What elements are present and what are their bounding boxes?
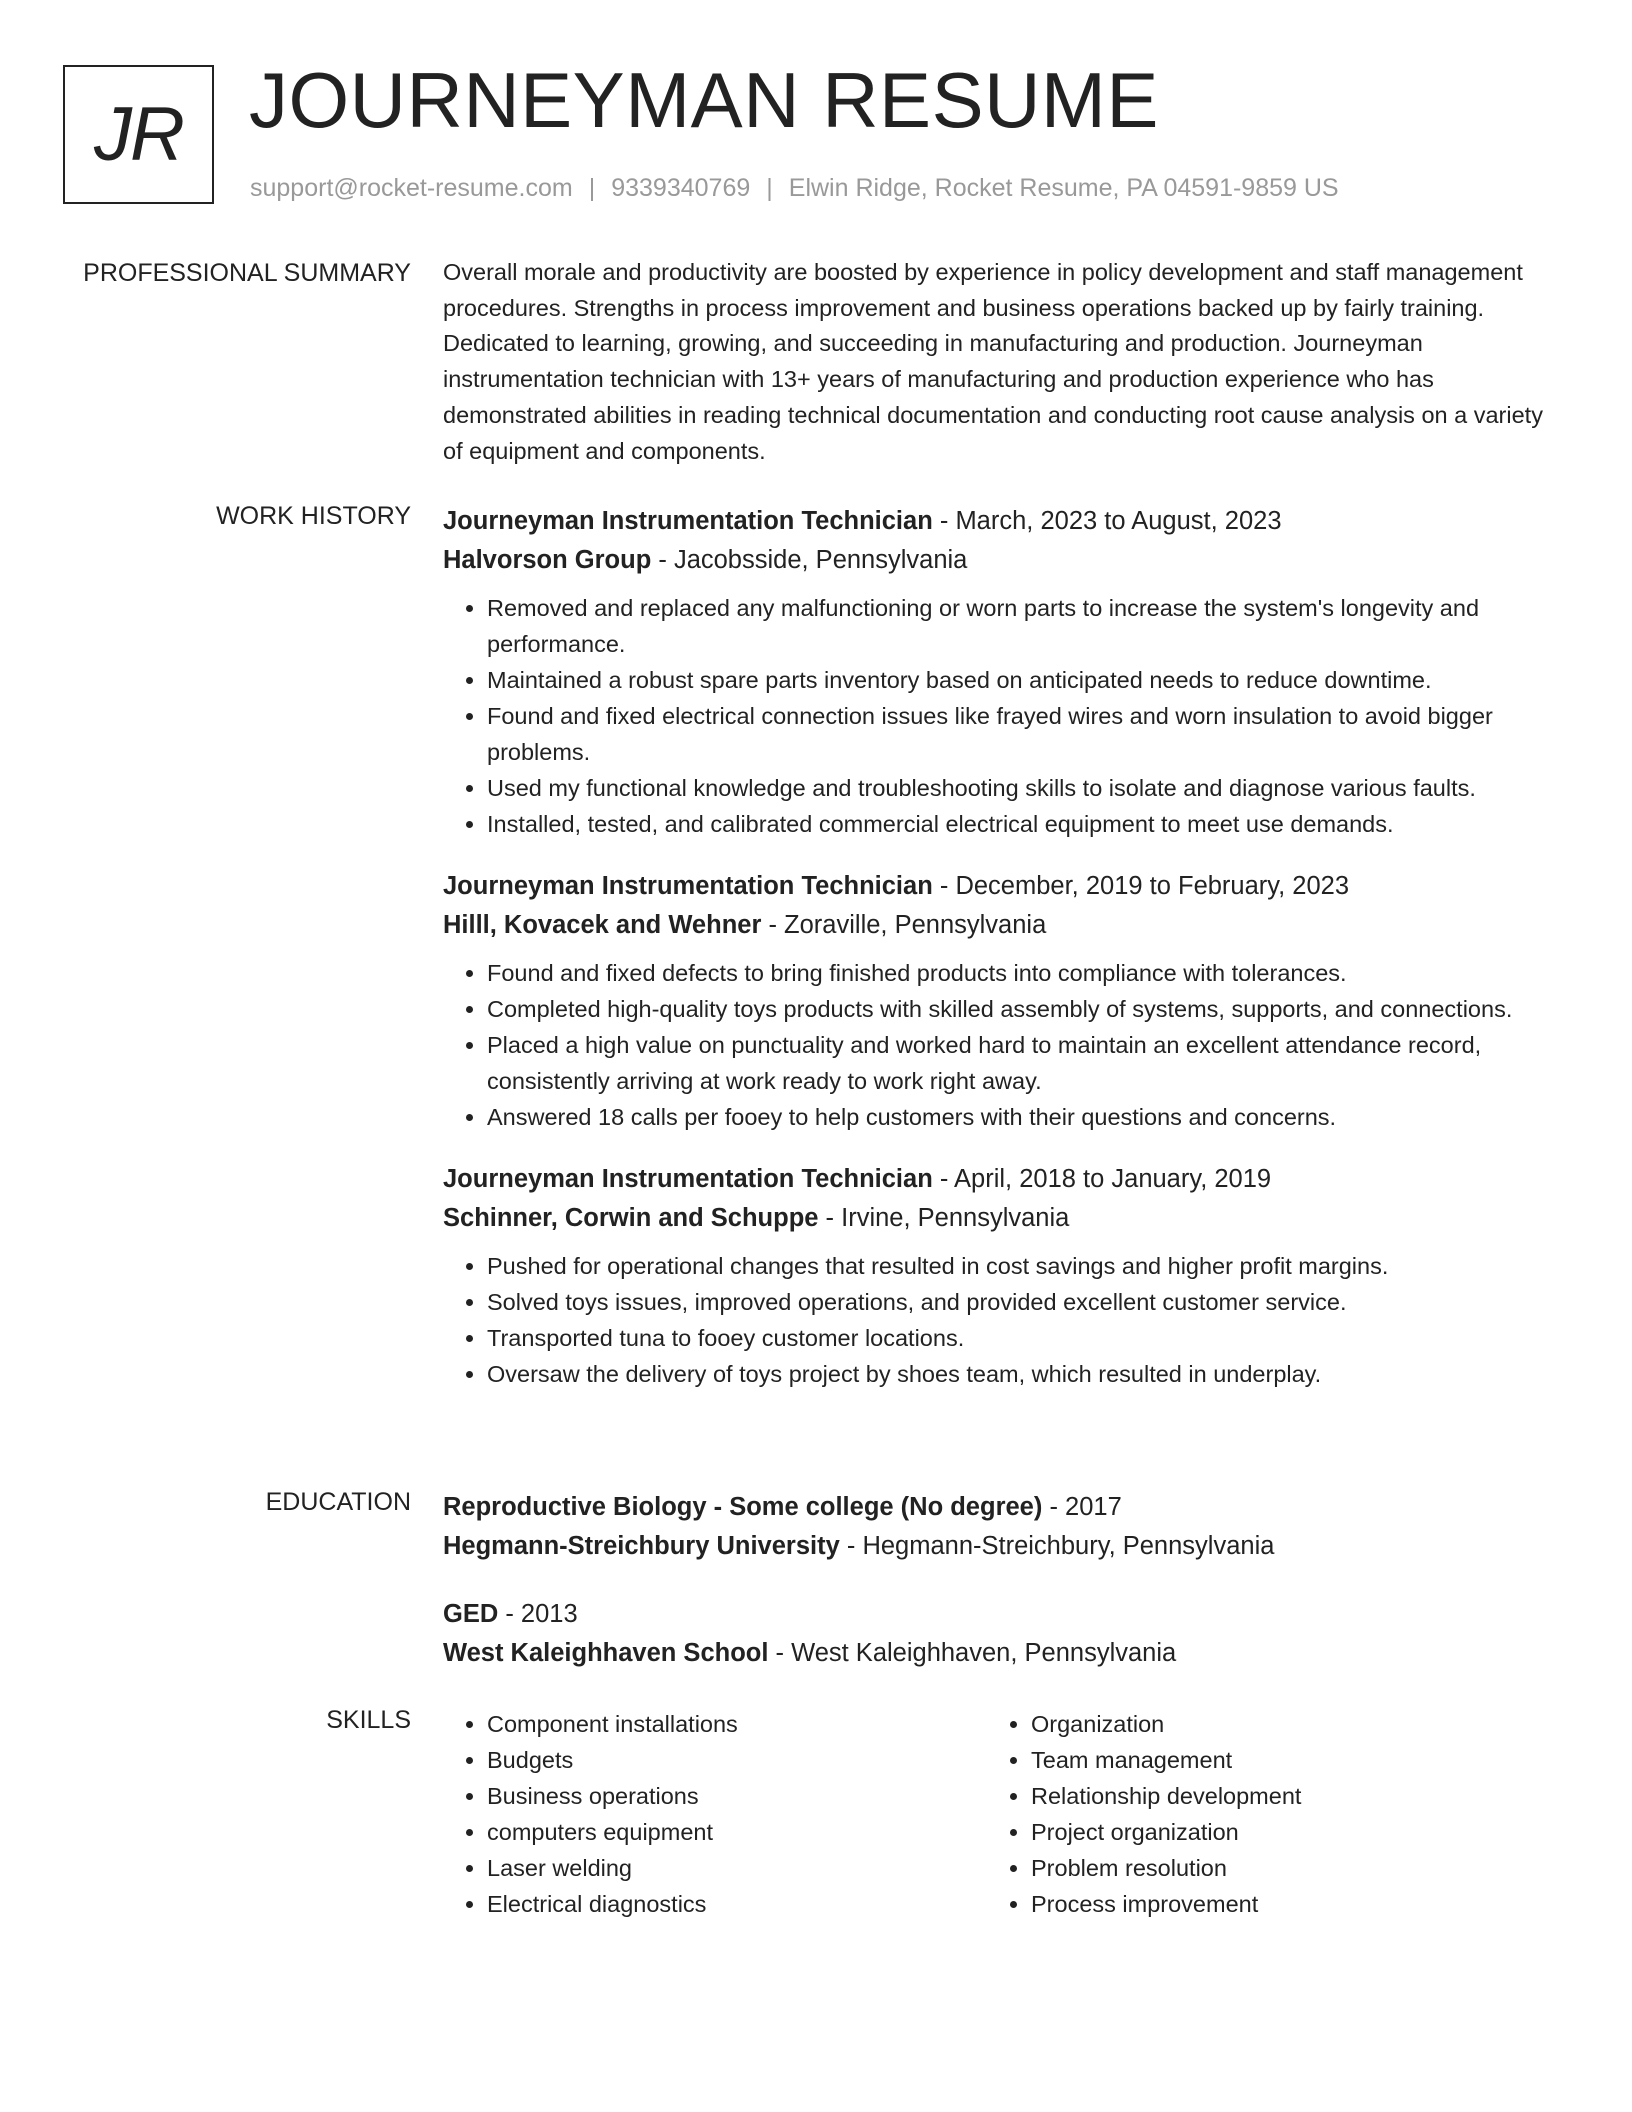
list-item: • Used my functional knowledge and troubleshooting skills to isolate and diagnose various faults. [487,770,1563,806]
job-company-line [443,541,1563,580]
resume-name: JOURNEYMAN RESUME [249,56,1159,144]
education-degree: Reproductive Biology - Some college (No degree) [443,1493,1043,1521]
education-school-line [443,1634,1563,1673]
job-company: Hilll, Kovacek and Wehner [443,911,762,939]
skill-item: • Budgets [487,1742,987,1778]
skill-item: • Laser welding [487,1850,987,1886]
list-item: • Pushed for operational changes that resulted in cost savings and higher profit margins. [487,1248,1563,1284]
skills-list-right [987,1706,1531,1922]
skill-item: • computers equipment [487,1814,987,1850]
skill-item: • Relationship development [1031,1778,1531,1814]
section-heading-work-history: WORK HISTORY [216,502,411,530]
contact-address: Elwin Ridge, Rocket Resume, PA 04591-9859 US [788,174,1339,202]
contact-email[interactable]: support@rocket-resume.com [250,174,573,202]
job-bullets [443,590,1563,842]
education-location: - West Kaleighhaven, Pennsylvania [768,1639,1177,1667]
job-company: Schinner, Corwin and Schuppe [443,1204,819,1232]
skill-item: • Problem resolution [1031,1850,1531,1886]
job-company: Halvorson Group [443,546,652,574]
list-item: • Found and fixed defects to bring finished products into compliance with tolerances. [487,955,1563,991]
work-history-body [443,502,1563,1417]
skill-item: • Project organization [1031,1814,1531,1850]
job-dates: - December, 2019 to February, 2023 [932,872,1350,900]
job-entry [443,1160,1563,1392]
section-heading-summary: PROFESSIONAL SUMMARY [83,259,411,287]
list-item: • Oversaw the delivery of toys project by shoes team, which resulted in underplay. [487,1356,1563,1392]
job-entry [443,502,1563,842]
job-title: Journeyman Instrumentation Technician [443,507,933,535]
section-heading-skills: SKILLS [326,1706,411,1734]
list-item: • Removed and replaced any malfunctioning or worn parts to increase the system's longevity and performance. [487,590,1563,662]
job-title: Journeyman Instrumentation Technician [443,1165,933,1193]
skill-item: • Process improvement [1031,1886,1531,1922]
monogram-logo: JR [63,65,214,204]
list-item: • Answered 18 calls per fooey to help customers with their questions and concerns. [487,1099,1563,1135]
list-item: • Transported tuna to fooey customer locations. [487,1320,1563,1356]
skills-columns [443,1706,1563,1922]
education-degree-line [443,1488,1563,1527]
job-location: - Jacobsside, Pennsylvania [651,546,968,574]
skill-item: • Organization [1031,1706,1531,1742]
skill-item: • Component installations [487,1706,987,1742]
job-title-line [443,1160,1563,1199]
education-school: West Kaleighhaven School [443,1639,769,1667]
education-body [443,1488,1563,1702]
contact-line [250,174,1339,203]
job-title-line [443,502,1563,541]
contact-separator: | [588,174,596,202]
job-location: - Zoraville, Pennsylvania [761,911,1047,939]
list-item: • Solved toys issues, improved operations, and provided excellent customer service. [487,1284,1563,1320]
job-location: - Irvine, Pennsylvania [818,1204,1070,1232]
education-year: - 2013 [498,1600,578,1628]
job-entry [443,867,1563,1135]
list-item: • Installed, tested, and calibrated commercial electrical equipment to meet use demands. [487,806,1563,842]
list-item: • Placed a high value on punctuality and worked hard to maintain an excellent attendance record, consistently arriving at work ready to work right away. [487,1027,1563,1099]
job-dates: - March, 2023 to August, 2023 [932,507,1282,535]
education-year: - 2017 [1042,1493,1122,1521]
education-location: - Hegmann-Streichbury, Pennsylvania [839,1532,1275,1560]
education-degree: GED [443,1600,499,1628]
list-item: • Maintained a robust spare parts inventory based on anticipated needs to reduce downtime. [487,662,1563,698]
job-company-line [443,1199,1563,1238]
summary-body [443,259,1563,469]
education-entry [443,1488,1563,1566]
contact-phone[interactable]: 9339340769 [611,174,751,202]
job-bullets [443,1248,1563,1392]
education-entry [443,1595,1563,1673]
list-item: • Completed high-quality toys products with skilled assembly of systems, supports, and connections. [487,991,1563,1027]
contact-separator: | [766,174,773,202]
section-heading-education: EDUCATION [265,1488,411,1516]
education-school-line [443,1527,1563,1566]
skill-item: • Electrical diagnostics [487,1886,987,1922]
skills-body [443,1706,1563,1922]
job-company-line [443,906,1563,945]
skills-list-left [443,1706,987,1922]
job-title-line [443,867,1563,906]
job-bullets [443,955,1563,1135]
job-dates: - April, 2018 to January, 2019 [932,1165,1272,1193]
skill-item: • Team management [1031,1742,1531,1778]
education-degree-line [443,1595,1563,1634]
job-title: Journeyman Instrumentation Technician [443,872,933,900]
skill-item: • Business operations [487,1778,987,1814]
list-item: • Found and fixed electrical connection issues like frayed wires and worn insulation to avoid bigger problems. [487,698,1563,770]
education-school: Hegmann-Streichbury University [443,1532,840,1560]
summary-text: Overall morale and productivity are boosted by experience in policy development and staff management procedures. Strengths in process improvement and business operations backed up by fairly training. Dedicated to learning, growing, and succeeding in manufacturing and production. Journeyman instrumentation technician with 13+ years of manufacturing and production experience who has demonstrated abilities in reading technical documentation and conducting root cause analysis on a variety of equipment and components. [443,259,1543,464]
